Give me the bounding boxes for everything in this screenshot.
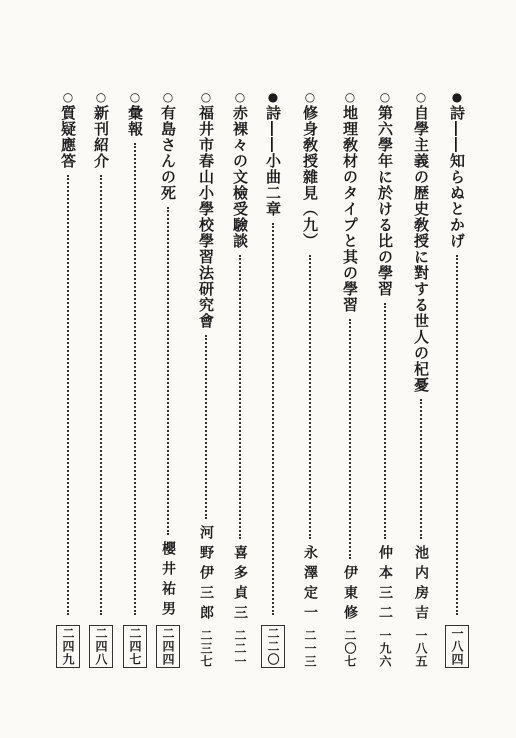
entry-title: ○自學主義の歴史敎授に對する世人の杞憂 [412, 90, 430, 393]
dot-leader [205, 335, 207, 519]
entry-title: ○第六學年に於ける比の學習 [376, 90, 394, 297]
dot-leader [384, 303, 386, 539]
dot-leader [456, 255, 458, 615]
page-number: 二二一 [233, 629, 247, 668]
toc-entry [90, 90, 112, 672]
toc-entry [124, 90, 146, 672]
dot-leader [309, 255, 311, 539]
entry-author: 池内房吉 [413, 545, 429, 625]
dot-leader [239, 255, 241, 539]
page-number: 二四七 [123, 625, 147, 668]
toc-entry [299, 90, 321, 672]
dot-leader [272, 223, 274, 615]
entry-title: ●詩――小曲二章 [264, 90, 282, 217]
entry-title: ○地理敎材のタイプと其の學習 [341, 90, 359, 313]
entry-title: ○彙報 [126, 90, 144, 137]
entry-title: ○福井市春山小學校學習法研究會 [197, 90, 215, 329]
entry-author: 永澤定一 [302, 545, 318, 625]
page-number: 一八五 [414, 629, 428, 668]
dot-leader [67, 175, 69, 615]
dot-leader [134, 143, 136, 615]
page-number: 二四八 [89, 625, 113, 668]
toc-entry [446, 90, 468, 672]
toc-entry [339, 90, 361, 672]
toc-entry [57, 90, 79, 672]
toc-entry [262, 90, 284, 672]
page-number: 二〇七 [343, 629, 357, 668]
page-number: 一九六 [378, 629, 392, 668]
toc-entry [157, 90, 179, 672]
page-number: 二二〇 [261, 625, 285, 668]
entry-title: ○質疑應答 [59, 90, 77, 169]
page-number: 一八四 [445, 625, 469, 668]
entry-title: ○赤裸々の文檢受驗談 [231, 90, 249, 249]
entry-author: 櫻井祐男 [160, 541, 176, 621]
entry-author: 河野伊三郎 [198, 525, 214, 625]
page-number: 二三七 [199, 629, 213, 668]
entry-title: ●詩――知らぬとかげ [448, 90, 466, 249]
page-number: 二四四 [156, 625, 180, 668]
toc-entry [410, 90, 432, 672]
entry-title: ○新刊紹介 [92, 90, 110, 169]
dot-leader [349, 319, 351, 559]
entry-author: 仲本三二 [377, 545, 393, 625]
dot-leader [100, 175, 102, 615]
page-number: 二四九 [56, 625, 80, 668]
toc-entry [229, 90, 251, 672]
entry-author: 喜多貞三 [232, 545, 248, 625]
dot-leader [167, 207, 169, 535]
entry-title: ○有島さんの死 [159, 90, 177, 201]
dot-leader [420, 399, 422, 539]
entry-author: 伊東修 [342, 565, 358, 625]
page-number: 二一三 [303, 629, 317, 668]
entry-title: ○修身敎授雜見（九） [301, 90, 319, 249]
toc-entry [195, 90, 217, 672]
toc-entry [374, 90, 396, 672]
